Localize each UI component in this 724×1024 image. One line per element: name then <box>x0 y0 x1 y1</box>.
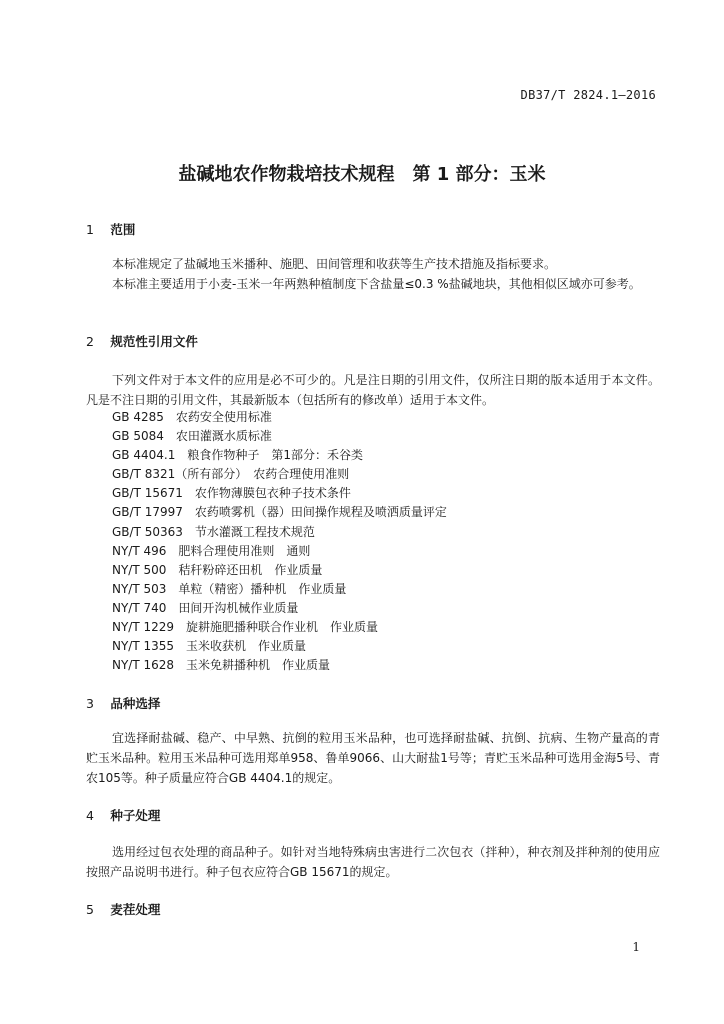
reference-item: GB 4404.1 粮食作物种子 第1部分：禾谷类 <box>112 448 363 463</box>
section-1-paragraph-1: 本标准规定了盐碱地玉米播种、施肥、田间管理和收获等生产技术措施及指标要求。 <box>112 257 557 271</box>
section-title: 品种选择 <box>110 696 161 711</box>
section-3-heading <box>86 694 160 712</box>
section-5-heading <box>86 900 160 918</box>
standard-number: DB37/T 2824.1—2016 <box>520 88 656 102</box>
page-number: 1 <box>632 940 640 954</box>
section-number: 4 <box>86 808 94 823</box>
section-number: 1 <box>86 222 94 237</box>
reference-item: GB/T 8321（所有部分） 农药合理使用准则 <box>112 467 350 482</box>
reference-item: NY/T 1355 玉米收获机 作业质量 <box>112 639 307 654</box>
section-number: 5 <box>86 902 94 917</box>
reference-item: NY/T 1229 旋耕施肥播种联合作业机 作业质量 <box>112 620 379 635</box>
section-2-paragraph-1: 下列文件对于本文件的应用是必不可少的。凡是注日期的引用文件，仅所注日期的版本适用于本文件。凡是不注日期的引用文件，其最新版本（包括所有的修改单）适用于本文件。 <box>86 373 660 407</box>
reference-item: NY/T 500 秸秆粉碎还田机 作业质量 <box>112 562 323 577</box>
reference-item: GB/T 17997 农药喷雾机（器）田间操作规程及喷洒质量评定 <box>112 505 447 520</box>
reference-item: GB 4285 农药安全使用标准 <box>112 410 272 424</box>
section-title: 规范性引用文件 <box>110 334 198 349</box>
section-4-heading <box>86 806 160 824</box>
reference-item: GB 5084 农田灌溉水质标准 <box>112 429 272 444</box>
reference-item: NY/T 503 单粒（精密）播种机 作业质量 <box>112 581 347 596</box>
section-3-paragraph-1: 宜选择耐盐碱、稳产、中早熟、抗倒的粒用玉米品种，也可选择耐盐碱、抗倒、抗病、生物产量高的青贮玉米品种。粒用玉米品种可选用郑单958、鲁单9066、山大耐盐1号等；青贮玉米品种可选用金海5号、青农105等。种子质量应符合GB 4404.1的规定。 <box>86 731 660 785</box>
reference-item: GB/T 50363 节水灌溉工程技术规范 <box>112 524 315 539</box>
reference-item: NY/T 740 田间开沟机械作业质量 <box>112 600 299 615</box>
section-4-paragraph-1: 选用经过包衣处理的商品种子。如针对当地特殊病虫害进行二次包衣（拌种），种衣剂及拌种剂的使用应按照产品说明书进行。种子包衣应符合GB 15671的规定。 <box>86 845 660 879</box>
section-title: 麦茬处理 <box>110 902 161 917</box>
section-1-heading <box>86 220 135 238</box>
section-title: 种子处理 <box>110 808 161 823</box>
section-1-paragraph-2: 本标准主要适用于小麦-玉米一年两熟种植制度下含盐量≤0.3 %盐碱地块，其他相似区域亦可参考。 <box>112 277 641 291</box>
reference-item: NY/T 496 肥料合理使用准则 通则 <box>112 543 311 558</box>
section-number: 3 <box>86 696 94 711</box>
normative-references-list <box>112 408 447 675</box>
section-2-heading <box>86 332 198 350</box>
section-number: 2 <box>86 334 94 349</box>
document-title: 盐碱地农作物栽培技术规程 第 1 部分：玉米 <box>178 164 546 185</box>
reference-item: GB/T 15671 农作物薄膜包衣种子技术条件 <box>112 486 351 501</box>
reference-item: NY/T 1628 玉米免耕播种机 作业质量 <box>112 658 331 673</box>
section-title: 范围 <box>110 222 136 237</box>
